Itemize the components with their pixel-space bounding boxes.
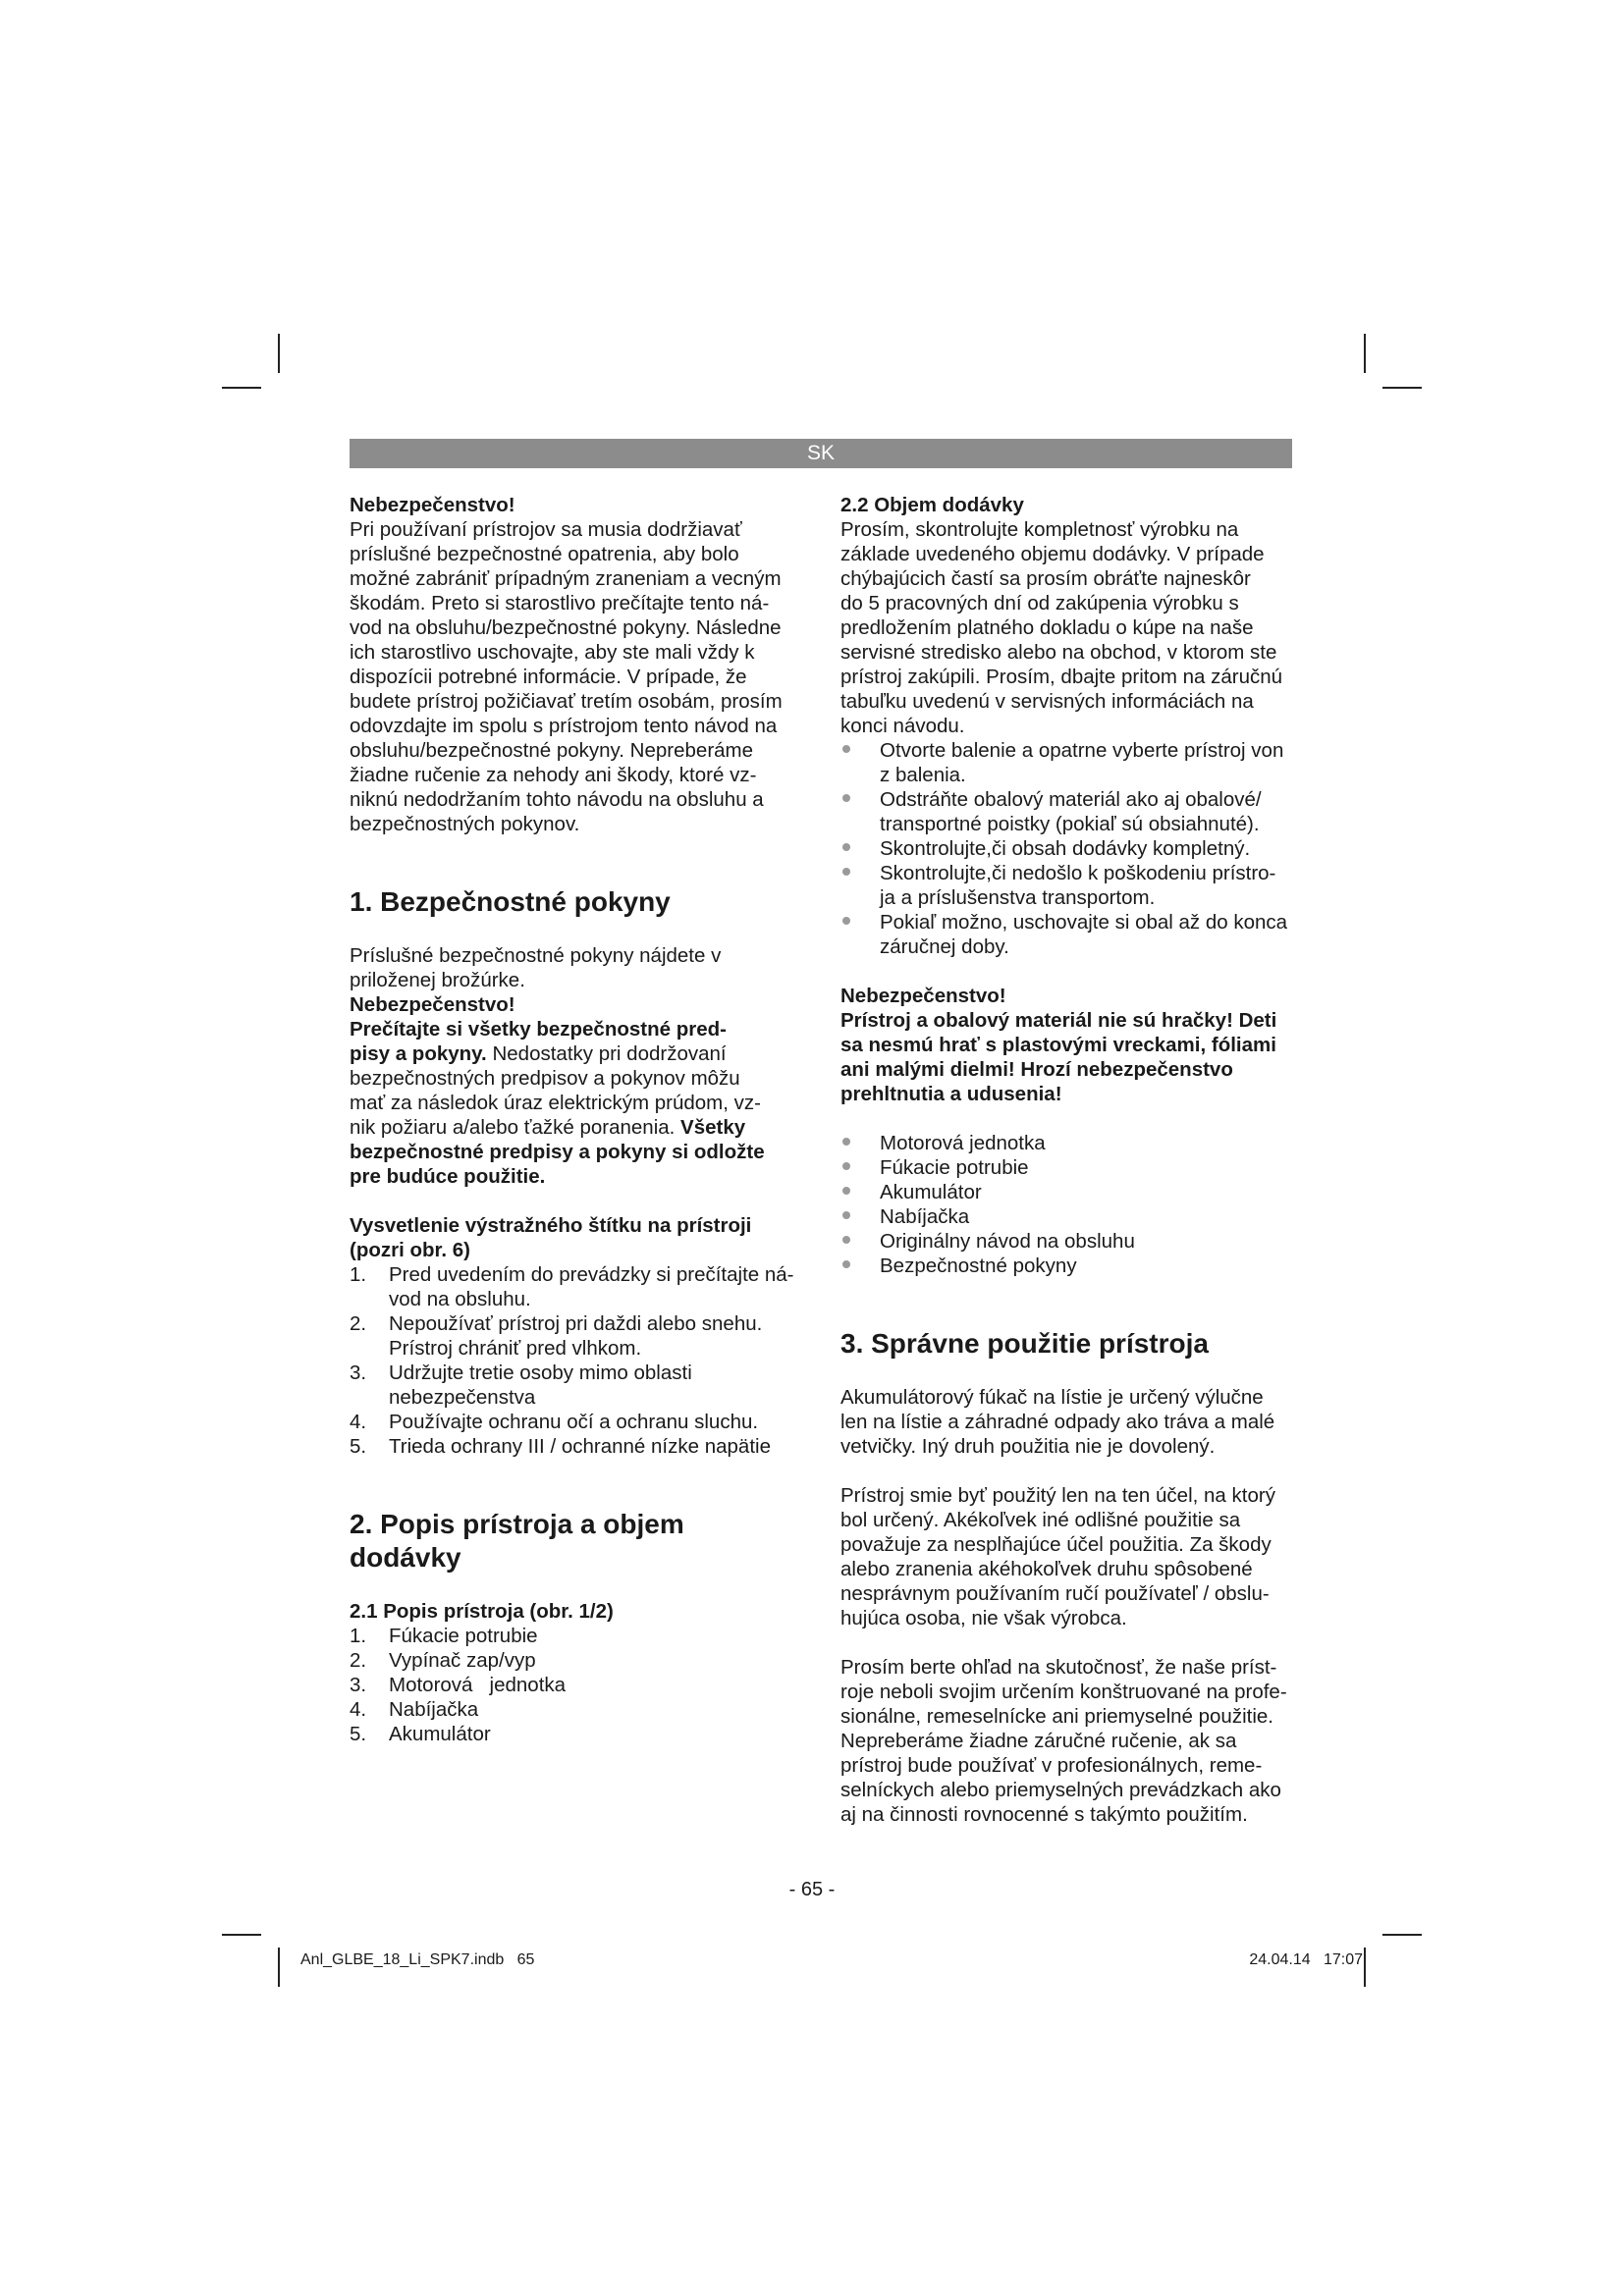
crop-mark bbox=[278, 334, 280, 373]
list-number: 1. bbox=[350, 1625, 367, 1647]
warning-label-list bbox=[350, 1262, 801, 1459]
text-line: Skontrolujte,či nedošlo k poškodeniu prístro- bbox=[880, 862, 1276, 884]
warning-title: Nebezpečenstvo! bbox=[350, 993, 515, 1016]
list-item bbox=[350, 1648, 801, 1673]
text-line: bezpečnostných predpisov a pokynov môžu bbox=[350, 1067, 740, 1090]
text-line: budete prístroj požičiavať tretím osobám, prosím bbox=[350, 690, 783, 713]
list-item bbox=[350, 1673, 801, 1697]
text-line: Prístroj chrániť pred vlhkom. bbox=[389, 1337, 642, 1360]
text-line: bezpečnostných pokynov. bbox=[350, 813, 580, 835]
bullet-icon bbox=[842, 917, 850, 925]
text-line: z balenia. bbox=[880, 764, 966, 786]
text-line: vetvičky. Iný druh použitia nie je dovolený. bbox=[840, 1435, 1216, 1458]
text-line: nesprávnym používaním ručí používateľ / obslu- bbox=[840, 1582, 1270, 1605]
text-line: prístroj zakúpili. Prosím, dbajte pritom na záručnú bbox=[840, 666, 1283, 688]
subsection-heading: 2.1 Popis prístroja (obr. 1/2) bbox=[350, 1600, 614, 1623]
text-line: Pri používaní prístrojov sa musia dodržiavať bbox=[350, 518, 742, 541]
text-line: vod na obsluhu. bbox=[389, 1288, 531, 1310]
crop-mark bbox=[278, 1948, 280, 1987]
list-text: Nabíjačka bbox=[389, 1698, 479, 1721]
bullet-icon bbox=[842, 843, 850, 851]
text-line: bol určený. Akékoľvek iné odlišné použitie sa bbox=[840, 1509, 1241, 1531]
text-line: chýbajúcich častí sa prosím obráťte najneskôr bbox=[840, 567, 1251, 590]
list-item bbox=[350, 1410, 801, 1434]
crop-mark bbox=[1382, 387, 1422, 389]
text-line: Prístroj smie byť použitý len na ten účel, na ktorý bbox=[840, 1484, 1275, 1507]
subsection-heading: (pozri obr. 6) bbox=[350, 1239, 470, 1261]
list-item bbox=[350, 1434, 801, 1459]
bullet-icon bbox=[842, 1162, 850, 1170]
delivery-contents-list bbox=[840, 1131, 1292, 1278]
text-line: bezpečnostné predpisy a pokyny si odložte bbox=[350, 1141, 765, 1163]
footer-filename: Anl_GLBE_18_Li_SPK7.indb 65 bbox=[300, 1951, 535, 1968]
list-item bbox=[840, 1254, 1292, 1278]
text-run: pisy a pokyny. bbox=[350, 1042, 487, 1065]
crop-mark bbox=[1382, 1934, 1422, 1936]
text-line: Nepreberáme žiadne záručné ručenie, ak sa bbox=[840, 1730, 1237, 1752]
list-item bbox=[840, 787, 1292, 836]
list-text: Akumulátor bbox=[880, 1181, 982, 1203]
text-line: alebo zranenia akéhokoľvek druhu spôsobené bbox=[840, 1558, 1253, 1580]
list-item bbox=[350, 1311, 801, 1361]
text-line: konci návodu. bbox=[840, 715, 965, 737]
footer-timestamp: 24.04.14 17:07 bbox=[1249, 1951, 1363, 1968]
delivery-steps-list bbox=[840, 738, 1292, 959]
list-item bbox=[350, 1262, 801, 1311]
bullet-icon bbox=[842, 794, 850, 802]
list-number: 3. bbox=[350, 1362, 367, 1384]
text-line: mať za následok úraz elektrickým prúdom, vz- bbox=[350, 1092, 761, 1114]
crop-mark bbox=[222, 1934, 261, 1936]
device-parts-list bbox=[350, 1624, 801, 1746]
list-number: 5. bbox=[350, 1723, 367, 1745]
bullet-icon bbox=[842, 868, 850, 876]
text-line: Prístroj a obalový materiál nie sú hračky! Deti bbox=[840, 1009, 1277, 1032]
left-column bbox=[350, 493, 801, 1746]
list-number: 4. bbox=[350, 1698, 367, 1721]
text-line: Pred uvedením do prevádzky si prečítajte ná- bbox=[389, 1263, 794, 1286]
text-line: odovzdajte im spolu s prístrojom tento návod na bbox=[350, 715, 778, 737]
list-text: Motorová jednotka bbox=[880, 1132, 1046, 1154]
text-line: sa nesmú hrať s plastovými vreckami, fóliami bbox=[840, 1034, 1276, 1056]
list-number: 4. bbox=[350, 1411, 367, 1433]
text-line: prístroj bude používať v profesionálnych, reme- bbox=[840, 1754, 1263, 1777]
text-line: považuje za nesplňajúce účel použitia. Za škody bbox=[840, 1533, 1272, 1556]
text-line: Trieda ochrany III / ochranné nízke napätie bbox=[389, 1435, 771, 1458]
list-item bbox=[840, 1180, 1292, 1204]
list-item bbox=[840, 738, 1292, 787]
list-item bbox=[350, 1697, 801, 1722]
list-text: Bezpečnostné pokyny bbox=[880, 1255, 1077, 1277]
text-line: aj na činnosti rovnocenné s takýmto použitím. bbox=[840, 1803, 1248, 1826]
text-line: Udržujte tretie osoby mimo oblasti bbox=[389, 1362, 692, 1384]
section-heading-1: 1. Bezpečnostné pokyny bbox=[350, 886, 671, 917]
text-line: žiadne ručenie za nehody ani škody, ktoré vz- bbox=[350, 764, 757, 786]
list-text: Fúkacie potrubie bbox=[389, 1625, 538, 1647]
text-line: Pokiaľ možno, uschovajte si obal až do konca bbox=[880, 911, 1288, 934]
list-item bbox=[840, 836, 1292, 861]
list-text: Nabíjačka bbox=[880, 1205, 970, 1228]
text-line: Prečítajte si všetky bezpečnostné pred- bbox=[350, 1018, 727, 1041]
text-line: len na lístie a záhradné odpady ako tráva a malé bbox=[840, 1411, 1275, 1433]
section-heading-3: 3. Správne použitie prístroja bbox=[840, 1328, 1209, 1359]
list-item bbox=[840, 1155, 1292, 1180]
text-line: do 5 pracovných dní od zakúpenia výrobku s bbox=[840, 592, 1239, 614]
text-line: Používajte ochranu očí a ochranu sluchu. bbox=[389, 1411, 759, 1433]
text-line: niknú nedodržaním tohto návodu na obsluhu a bbox=[350, 788, 764, 811]
language-header-bar: SK bbox=[350, 439, 1292, 468]
text-line: Odstráňte obalový materiál ako aj obalové/ bbox=[880, 788, 1262, 811]
text-line: škodám. Preto si starostlivo prečítajte tento ná- bbox=[350, 592, 770, 614]
text-line: predložením platného dokladu o kúpe na naše bbox=[840, 616, 1254, 639]
list-text: Motorová jednotka bbox=[389, 1674, 567, 1696]
list-text: Fúkacie potrubie bbox=[880, 1156, 1029, 1179]
text-line: sionálne, remeselnícke ani priemyselné použitie. bbox=[840, 1705, 1273, 1728]
crop-mark bbox=[1364, 334, 1366, 373]
text-line: prehltnutia a udusenia! bbox=[840, 1083, 1062, 1105]
text-line: Prosím berte ohľad na skutočnosť, že naše príst- bbox=[840, 1656, 1277, 1679]
text-run: nik požiaru a/alebo ťažké poranenia. bbox=[350, 1116, 676, 1139]
text-run: Všetky bbox=[675, 1116, 746, 1139]
subsection-heading: Vysvetlenie výstražného štítku na prístroji bbox=[350, 1214, 752, 1237]
text-line: dispozícii potrebné informácie. V prípade, že bbox=[350, 666, 747, 688]
text-line: roje neboli svojim určením konštruované na profe- bbox=[840, 1681, 1287, 1703]
crop-mark bbox=[222, 387, 261, 389]
text-line: transportné poistky (pokiaľ sú obsiahnuté). bbox=[880, 813, 1260, 835]
list-item bbox=[840, 1204, 1292, 1229]
right-column bbox=[840, 493, 1292, 1827]
text-line: záručnej doby. bbox=[880, 935, 1009, 958]
text-line: ani malými dielmi! Hrozí nebezpečenstvo bbox=[840, 1058, 1233, 1081]
text-line: Akumulátorový fúkač na lístie je určený výlučne bbox=[840, 1386, 1264, 1409]
text-line: možné zabrániť prípadným zraneniam a vecným bbox=[350, 567, 782, 590]
text-line: príslušné bezpečnostné opatrenia, aby bolo bbox=[350, 543, 739, 565]
list-item bbox=[840, 910, 1292, 959]
text-line: Prosím, skontrolujte kompletnosť výrobku na bbox=[840, 518, 1239, 541]
text-line: ja a príslušenstva transportom. bbox=[880, 886, 1156, 909]
text-line: Príslušné bezpečnostné pokyny nájdete v bbox=[350, 944, 722, 967]
list-item bbox=[350, 1624, 801, 1648]
text-line: selníckych alebo priemyselných prevádzkach ako bbox=[840, 1779, 1281, 1801]
warning-title: Nebezpečenstvo! bbox=[350, 494, 515, 516]
list-number: 3. bbox=[350, 1674, 367, 1696]
text-line: vod na obsluhu/bezpečnostné pokyny. Následne bbox=[350, 616, 782, 639]
list-text: Vypínač zap/vyp bbox=[389, 1649, 536, 1672]
text-line: pre budúce použitie. bbox=[350, 1165, 546, 1188]
bullet-icon bbox=[842, 1187, 850, 1195]
text-line: Otvorte balenie a opatrne vyberte prístroj von bbox=[880, 739, 1284, 762]
list-item bbox=[350, 1722, 801, 1746]
list-item bbox=[840, 861, 1292, 910]
text-line: priloženej brožúrke. bbox=[350, 969, 525, 991]
text-line: ich starostlivo uschovajte, aby ste mali vždy k bbox=[350, 641, 755, 664]
text-line: Skontrolujte,či obsah dodávky kompletný. bbox=[880, 837, 1251, 860]
bullet-icon bbox=[842, 745, 850, 753]
text-line: hujúca osoba, nie však výrobca. bbox=[840, 1607, 1127, 1629]
subsection-heading: 2.2 Objem dodávky bbox=[840, 494, 1024, 516]
bullet-icon bbox=[842, 1236, 850, 1244]
warning-title: Nebezpečenstvo! bbox=[840, 985, 1006, 1007]
bullet-icon bbox=[842, 1138, 850, 1146]
bullet-icon bbox=[842, 1211, 850, 1219]
list-text: Originálny návod na obsluhu bbox=[880, 1230, 1135, 1253]
text-line: servisné stredisko alebo na obchod, v ktorom ste bbox=[840, 641, 1277, 664]
list-text: Akumulátor bbox=[389, 1723, 491, 1745]
page-number: - 65 - bbox=[788, 1879, 836, 1900]
text-run: Nedostatky pri dodržovaní bbox=[486, 1042, 727, 1065]
bullet-icon bbox=[842, 1260, 850, 1268]
text-line: nebezpečenstva bbox=[389, 1386, 536, 1409]
section-heading-2: 2. Popis prístroja a objem dodávky bbox=[350, 1509, 684, 1573]
list-number: 1. bbox=[350, 1263, 367, 1286]
list-item bbox=[840, 1229, 1292, 1254]
list-item bbox=[350, 1361, 801, 1410]
text-line: Nepoužívať prístroj pri daždi alebo snehu. bbox=[389, 1312, 763, 1335]
text-line: obsluhu/bezpečnostné pokyny. Nepreberáme bbox=[350, 739, 754, 762]
crop-mark bbox=[1364, 1948, 1366, 1987]
list-number: 5. bbox=[350, 1435, 367, 1458]
list-number: 2. bbox=[350, 1649, 367, 1672]
list-number: 2. bbox=[350, 1312, 367, 1335]
text-line: tabuľku uvedenú v servisných informáciách na bbox=[840, 690, 1254, 713]
list-item bbox=[840, 1131, 1292, 1155]
text-line: základe uvedeného objemu dodávky. V prípade bbox=[840, 543, 1265, 565]
warning-text bbox=[350, 517, 801, 836]
